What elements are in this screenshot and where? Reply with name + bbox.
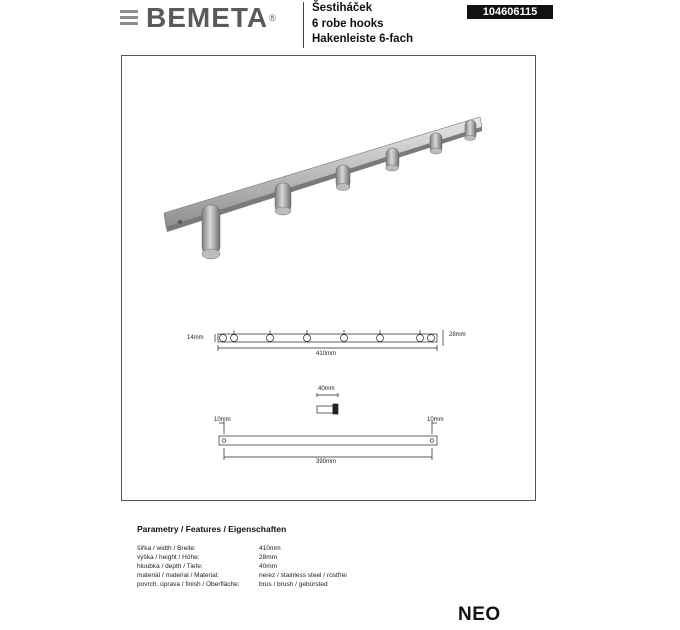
hook-3 xyxy=(336,165,350,191)
brand-name: BEMETA xyxy=(146,2,269,33)
side-view-drawing xyxy=(312,393,342,415)
feature-value-height: 28mm xyxy=(259,554,278,561)
dim-edge-right: 10mm xyxy=(427,417,444,423)
feature-label-height: výška / height / Höhe: xyxy=(137,554,200,561)
feature-label-width: šířka / width / Breite: xyxy=(137,545,196,552)
feature-value-finish: brus / brush / gebürsted xyxy=(259,581,328,588)
feature-value-width: 410mm xyxy=(259,545,281,552)
hook-4 xyxy=(386,148,400,171)
title-de: Hakenleiste 6-fach xyxy=(312,33,413,45)
dim-total-width: 410mm xyxy=(316,351,337,357)
hook-6 xyxy=(465,120,477,141)
product-code-badge: 104606115 xyxy=(467,5,553,19)
title-en: 6 robe hooks xyxy=(312,17,384,30)
dim-depth: 40mm xyxy=(318,386,335,392)
dim-bar-height: 14mm xyxy=(187,335,204,341)
header-divider xyxy=(303,2,304,48)
series-name: NEO xyxy=(458,604,501,625)
dim-total-height: 28mm xyxy=(449,332,466,338)
top-view-drawing xyxy=(205,320,455,365)
feature-label-material: materiál / material / Material: xyxy=(137,572,219,579)
registered-mark: ® xyxy=(269,13,276,23)
product-titles xyxy=(312,1,413,48)
features-title: Parametry / Features / Eigenschaften xyxy=(137,524,287,534)
hook-2 xyxy=(275,183,291,215)
feature-label-finish: povrch. úprava / finish / Oberfläche: xyxy=(137,581,240,588)
dim-edge-left: 10mm xyxy=(214,417,231,423)
title-cz: Šestiháček xyxy=(312,2,373,14)
feature-value-material: nerez / stainless steel / rostfrei xyxy=(259,572,347,579)
product-image xyxy=(150,105,500,275)
logo-mark-icon xyxy=(120,9,138,27)
feature-value-depth: 40mm xyxy=(259,563,278,570)
feature-label-depth: hloubka / depth / Tiefe: xyxy=(137,563,203,570)
hook-1 xyxy=(202,205,220,259)
brand-logo xyxy=(120,2,276,33)
dim-hole-spacing: 390mm xyxy=(316,459,337,465)
hook-5 xyxy=(430,133,442,154)
